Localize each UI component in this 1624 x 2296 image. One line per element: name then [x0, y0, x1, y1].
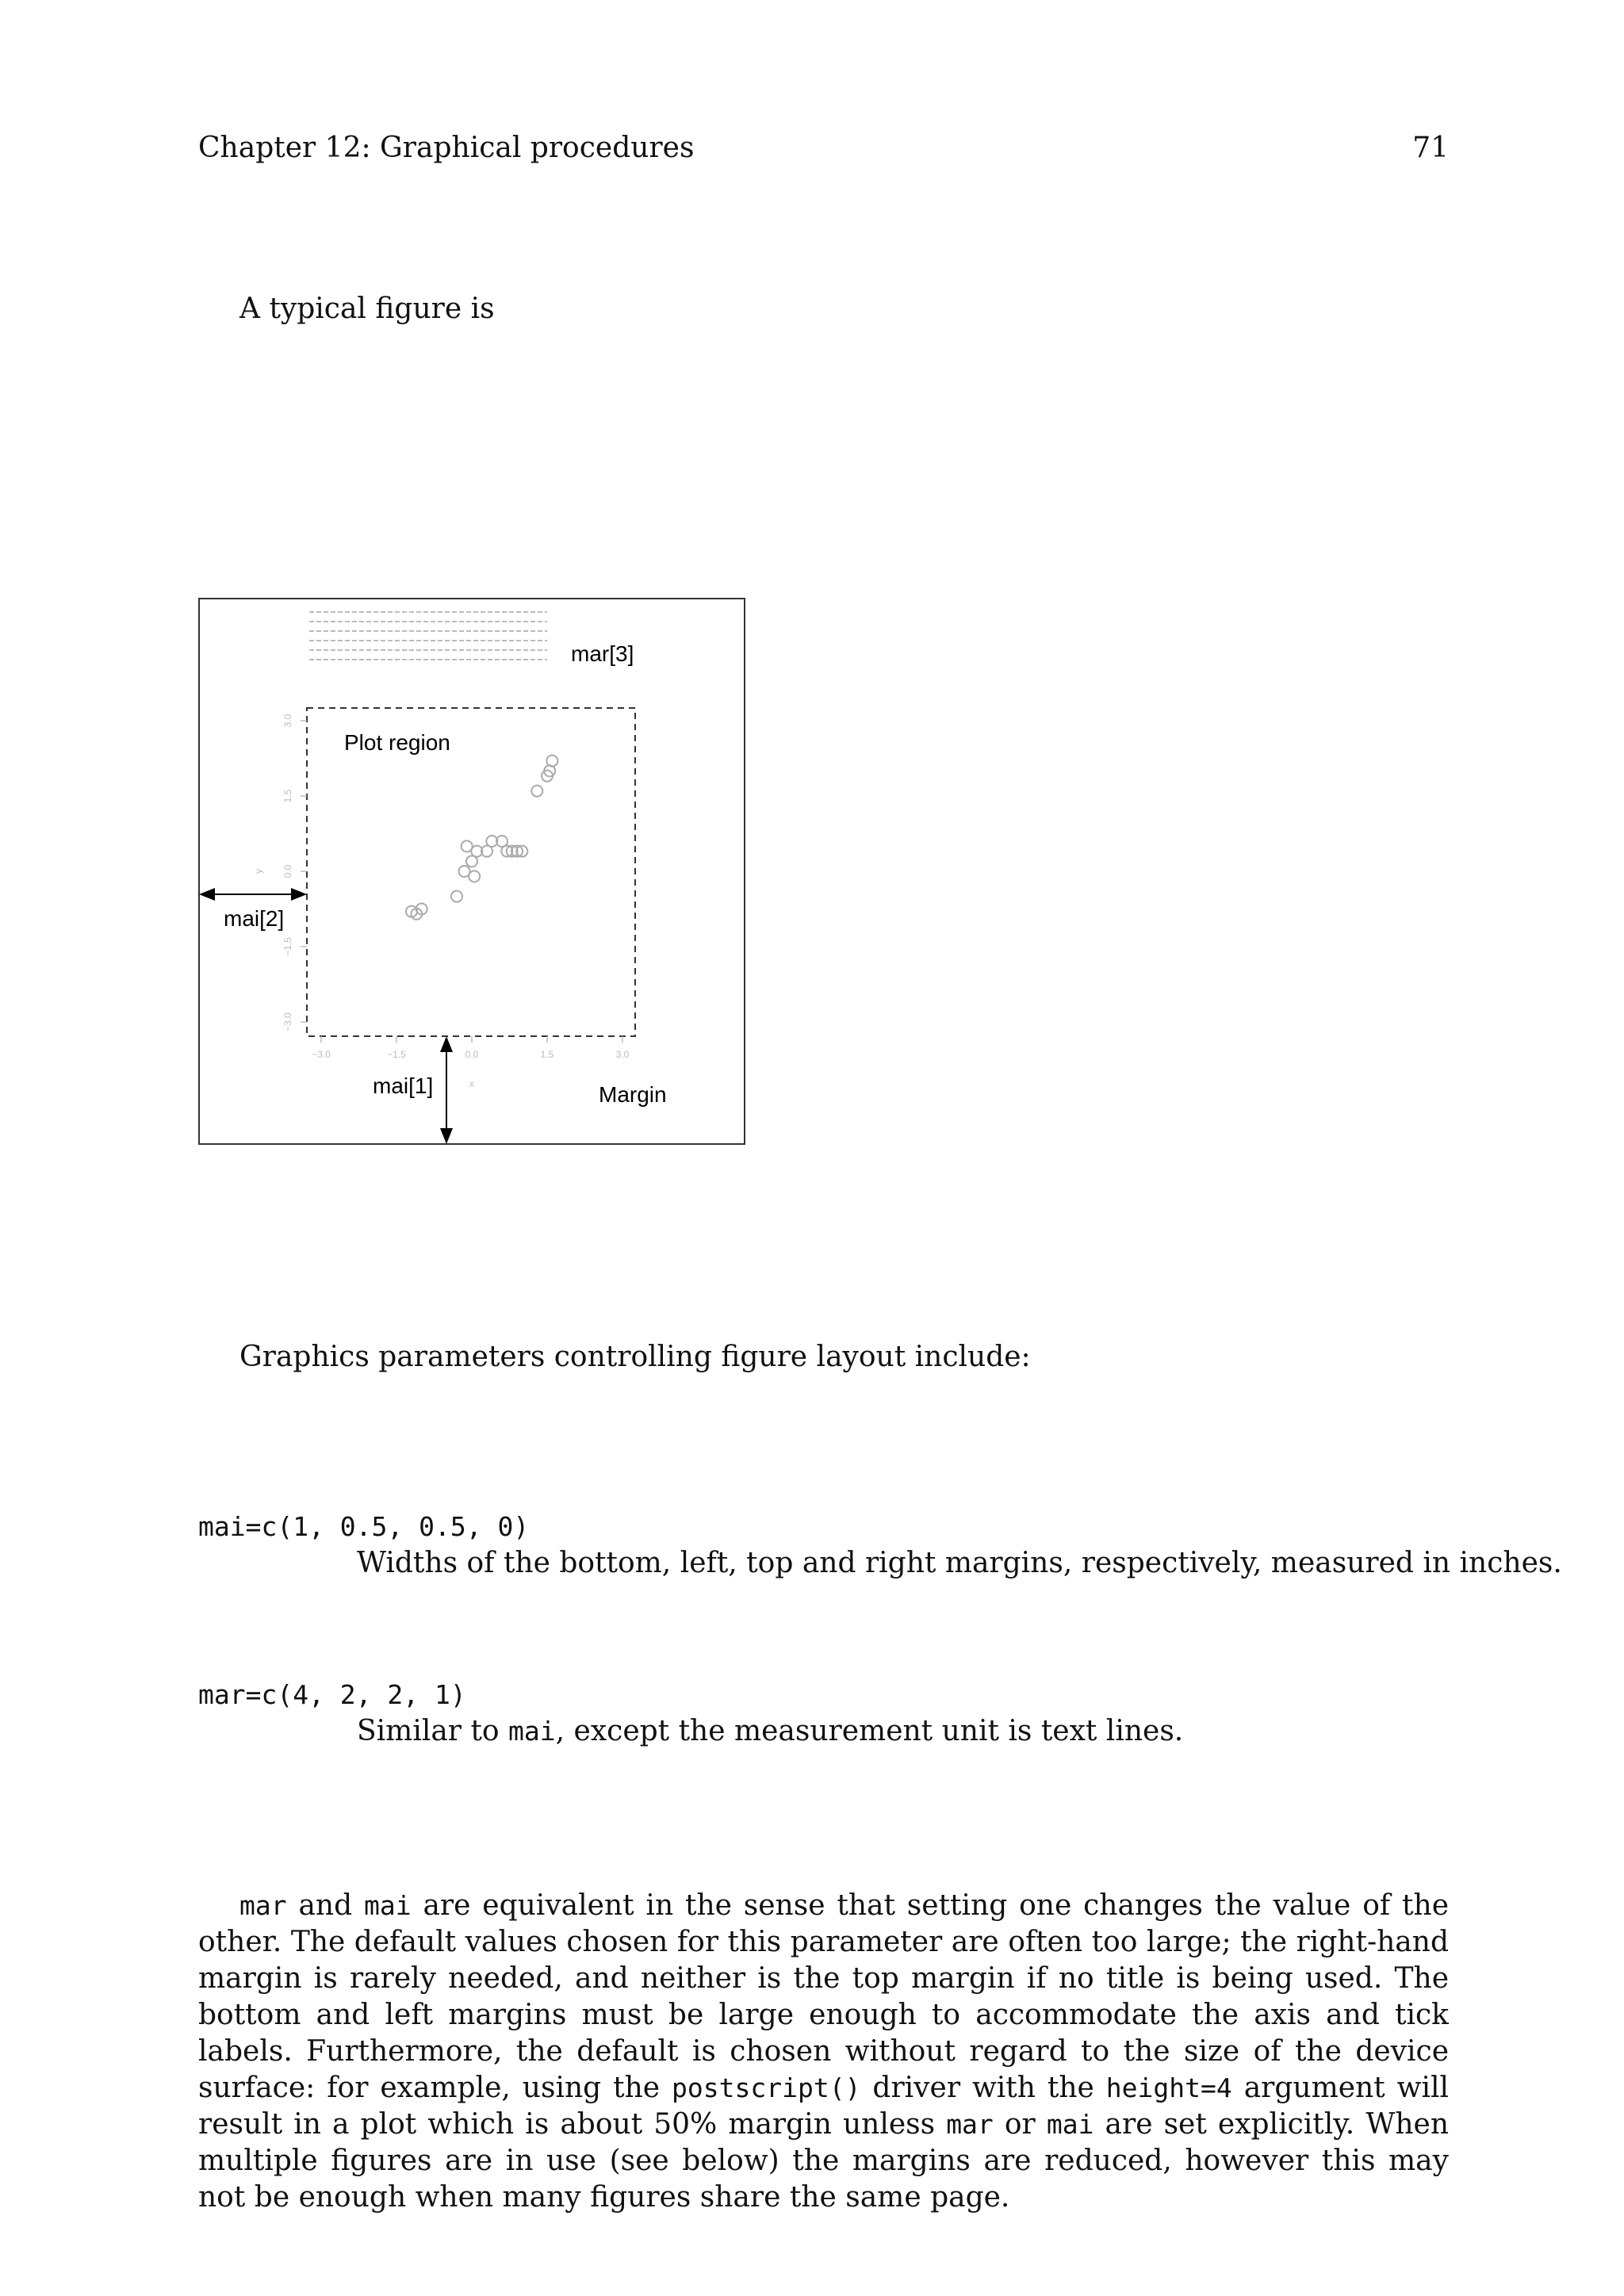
inline-code: height=4 — [1105, 2072, 1232, 2103]
inline-code: mai — [1046, 2109, 1094, 2140]
y-tick-label: 0.0 — [282, 864, 293, 878]
running-header: Chapter 12: Graphical procedures — [198, 132, 695, 164]
plot-region-label: Plot region — [344, 730, 450, 755]
x-tick-label: 0.0 — [465, 1049, 479, 1060]
text-run: Similar to — [357, 1715, 509, 1747]
mar3-label: mar[3] — [571, 641, 634, 666]
closing-paragraph — [198, 1888, 1449, 2216]
param-term-mai: mai=c(1, 0.5, 0.5, 0) — [198, 1511, 530, 1542]
inline-code: postscript() — [672, 2072, 861, 2103]
param-desc-mai: Widths of the bottom, left, top and right margins, respectively, measured in inches. — [357, 1547, 1562, 1579]
y-axis-label: y — [253, 869, 264, 874]
text-run: are set explicitly. When multiple figures are in use (see below) the margins are reduced, however this may not be enough when many figures share the same page. — [198, 2108, 1449, 2214]
text-run: driver with the — [860, 2072, 1106, 2104]
margin-label: Margin — [599, 1082, 667, 1107]
mai2-label: mai[2] — [224, 906, 285, 931]
figure-layout-diagram — [198, 598, 745, 1145]
text-run: or — [993, 2108, 1047, 2141]
x-axis-label: x — [469, 1078, 474, 1089]
param-desc-mar — [357, 1713, 1183, 1750]
mai1-label: mai[1] — [373, 1073, 434, 1098]
x-tick-label: 1.5 — [540, 1049, 554, 1060]
text-run: , except the measurement unit is text lines. — [555, 1715, 1184, 1747]
y-tick-label: −1.5 — [282, 937, 293, 956]
x-tick-label: −3.0 — [312, 1049, 331, 1060]
y-tick-label: 3.0 — [282, 714, 293, 728]
x-tick-label: −1.5 — [387, 1049, 406, 1060]
y-tick-label: 1.5 — [282, 789, 293, 803]
inline-code: mai — [508, 1716, 556, 1747]
text-run: argument will result in a plot which is about 50% margin unless — [198, 2072, 1449, 2141]
x-tick-label: 3.0 — [615, 1049, 630, 1060]
inline-code: mai — [364, 1890, 412, 1921]
y-tick-label: −3.0 — [282, 1012, 293, 1031]
inline-code: mar — [946, 2109, 994, 2140]
page-number: 71 — [1412, 132, 1449, 164]
section-intro: Graphics parameters controlling figure layout include: — [239, 1341, 1031, 1373]
param-term-mar: mar=c(4, 2, 2, 1) — [198, 1679, 466, 1710]
intro-text: A typical figure is — [239, 293, 495, 325]
text-run: and — [286, 1889, 364, 1922]
inline-code: mar — [239, 1890, 287, 1921]
text-run: are equivalent in the sense that setting one changes the value of the other. The default values chosen for this parameter are often too large; the right-hand margin is rarely needed, and neither is the top margin if no title is being used. The bottom and left margins must be large enough to accommodate the axis and tick labels. Furthermore, the default is chosen without regard to the size of the device surface: for example, using the — [198, 1889, 1449, 2104]
